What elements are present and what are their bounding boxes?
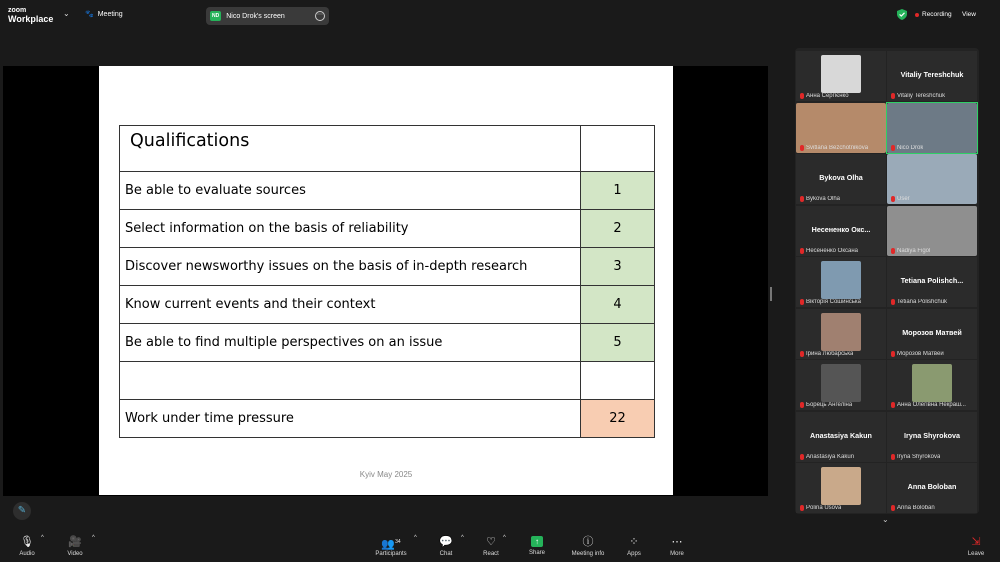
participant-tile[interactable] — [796, 463, 886, 513]
participant-display-name: Iryna Shyrokova — [904, 430, 960, 440]
qualification-text: Be able to find multiple perspectives on an issue — [120, 324, 581, 362]
participant-name-label — [891, 505, 935, 511]
qualification-value: 3 — [581, 248, 655, 286]
share-label: Share — [528, 550, 545, 556]
participant-name-label — [891, 402, 966, 408]
qualification-text: Discover newsworthy issues on the basis of in-depth research — [120, 248, 581, 286]
react-button[interactable] — [480, 535, 502, 557]
participant-name: Морозов Матвей — [897, 350, 944, 357]
participant-name: Борець Ангеліна — [806, 402, 853, 408]
participant-tile[interactable] — [796, 309, 886, 359]
participant-name: Polina Usova — [806, 505, 842, 511]
participant-tile[interactable] — [887, 412, 977, 462]
participant-name: Anna Boloban — [897, 505, 935, 511]
participant-display-name: Морозов Матвей — [902, 327, 962, 337]
muted-mic-icon — [800, 299, 804, 305]
meeting-info-label: Meeting info — [571, 551, 605, 557]
screen-share-label: Nico Drok's screen — [226, 12, 285, 20]
participant-name: Anastasiya Kakun — [806, 453, 855, 460]
qualification-text — [120, 362, 581, 400]
muted-mic-icon — [891, 93, 895, 99]
participant-name-label — [891, 93, 945, 99]
participant-name-label — [800, 402, 852, 408]
participant-name: Nadiya Figol — [897, 247, 931, 254]
muted-mic-icon — [891, 454, 895, 460]
participant-video — [821, 261, 861, 299]
apps-label: Apps — [627, 551, 641, 557]
participant-tile[interactable] — [887, 360, 977, 410]
participant-tile[interactable] — [796, 412, 886, 462]
participants-count: 34 — [395, 539, 401, 545]
apps-icon: ⁘ — [629, 536, 639, 548]
leave-label: Leave — [967, 551, 985, 557]
muted-mic-icon — [800, 402, 804, 408]
leave-icon: ⇲ — [971, 536, 981, 548]
participant-display-name: Vitaliy Tereshchuk — [900, 70, 964, 79]
muted-mic-icon — [891, 145, 895, 151]
recording-indicator[interactable] — [915, 11, 952, 18]
participant-name-label — [891, 196, 910, 202]
annotate-pencil-icon[interactable]: ✎ — [13, 502, 31, 520]
presenter-badge: ND — [212, 13, 220, 19]
resize-handle[interactable] — [770, 287, 772, 301]
qualification-text: Select information on the basis of reliability — [120, 210, 581, 248]
more-icon: ⋯ — [671, 536, 683, 548]
table-row — [120, 248, 655, 286]
participant-name: Svitlana Bezchotnikova — [806, 144, 869, 151]
qualification-value: 5 — [581, 324, 655, 362]
leave-button[interactable] — [965, 535, 987, 557]
logo-top-text: zoom — [8, 7, 27, 14]
chevron-down-icon[interactable]: ⌄ — [63, 9, 70, 18]
participant-name: Несененко Оксана — [806, 247, 859, 254]
chat-label: Chat — [439, 551, 453, 557]
chat-icon: 💬 — [439, 536, 453, 548]
participants-icon: 👥$^{34}$ — [381, 538, 401, 551]
qualification-text: Know current events and their context — [120, 286, 581, 324]
muted-mic-icon — [891, 505, 895, 511]
slide-footer: Kyiv May 2025 — [359, 470, 413, 479]
participant-name-label — [800, 505, 841, 511]
table-row — [120, 210, 655, 248]
muted-mic-icon — [800, 454, 804, 460]
meeting-menu[interactable] — [85, 10, 123, 18]
participant-tile[interactable] — [796, 206, 886, 256]
participant-name: Анна Сергієнко — [806, 93, 849, 99]
participant-tile[interactable] — [887, 309, 977, 359]
participant-name: Tetiana Polishchuk — [897, 299, 948, 305]
participant-tile[interactable] — [887, 103, 977, 153]
participant-name-label — [891, 454, 940, 460]
participant-name-label — [891, 299, 947, 305]
participant-name: Bykova Olha — [806, 196, 841, 202]
qualification-text: Be able to evaluate sources — [120, 172, 581, 210]
logo-bottom-text: Workplace — [8, 14, 54, 24]
participant-name-label — [800, 93, 849, 99]
muted-mic-icon — [800, 145, 804, 151]
meeting-info-button[interactable] — [568, 535, 608, 557]
qualification-text: Work under time pressure — [120, 400, 581, 438]
participant-tile[interactable] — [887, 206, 977, 256]
participant-name-label — [800, 248, 858, 254]
participant-tile[interactable] — [796, 154, 886, 204]
chat-caret[interactable]: ^ — [461, 535, 464, 541]
participant-video — [821, 467, 861, 505]
table-row — [120, 286, 655, 324]
video-off-icon: 🎥 — [68, 536, 82, 548]
qualification-value: 1 — [581, 172, 655, 210]
muted-mic-icon — [800, 93, 804, 99]
table-row — [120, 362, 655, 400]
scroll-down-chevron-icon[interactable]: ⌄ — [882, 515, 889, 524]
more-label: More — [670, 551, 684, 557]
video-options-caret[interactable]: ^ — [92, 535, 95, 541]
qualification-value — [581, 362, 655, 400]
shield-icon[interactable] — [897, 9, 907, 20]
participant-tile[interactable] — [796, 51, 886, 101]
audio-options-caret[interactable]: ^ — [41, 535, 44, 541]
participant-display-name: Tetiana Polishch... — [900, 276, 964, 285]
participant-video — [912, 364, 952, 402]
recording-dot-icon — [915, 13, 919, 17]
muted-mic-icon — [891, 196, 895, 202]
participant-display-name: Anastasiya Kakun — [810, 430, 872, 440]
table-row — [120, 400, 655, 438]
participants-label: Participants — [375, 551, 407, 557]
participant-tile[interactable] — [887, 463, 977, 513]
info-icon: ⓘ — [582, 536, 594, 548]
react-label: React — [483, 551, 499, 557]
gallery-panel — [795, 48, 979, 514]
muted-mic-icon — [800, 248, 804, 254]
paw-icon: 🐾 — [85, 11, 94, 18]
muted-mic-icon — [891, 248, 895, 254]
participant-tile[interactable] — [887, 154, 977, 204]
qualifications-table — [119, 125, 655, 438]
audio-button[interactable] — [16, 535, 38, 557]
participant-tile[interactable] — [887, 51, 977, 101]
video-button[interactable] — [64, 535, 86, 557]
table-row — [120, 126, 655, 172]
participant-video — [821, 313, 861, 351]
participant-name-label — [800, 351, 853, 357]
react-caret[interactable]: ^ — [503, 535, 506, 541]
apps-button[interactable] — [624, 535, 644, 557]
participant-name-label — [800, 299, 861, 305]
table-row — [120, 324, 655, 362]
participants-caret[interactable]: ^ — [414, 535, 417, 541]
meeting-label: Meeting — [97, 10, 123, 18]
table-heading: Qualifications — [120, 126, 581, 172]
participant-name: Анна Олегівна Некраш... — [897, 402, 966, 408]
participant-display-name: Anna Boloban — [907, 482, 957, 491]
qualification-value: 4 — [581, 286, 655, 324]
participant-video — [821, 55, 861, 93]
more-button[interactable] — [666, 535, 688, 557]
participant-name-label — [891, 145, 923, 151]
participant-name: Nico Drok — [897, 144, 924, 151]
participant-name-label — [891, 248, 930, 254]
table-row — [120, 172, 655, 210]
participant-video — [821, 364, 861, 402]
participant-name-label — [800, 145, 868, 151]
participant-name: Вікторія Сошинська — [806, 299, 861, 305]
participant-name: Iryna Shyrokova — [897, 453, 941, 460]
video-label: Video — [67, 551, 83, 557]
participant-display-name: Bykova Olha — [819, 173, 863, 182]
heart-icon: ♡ — [486, 536, 496, 548]
muted-mic-icon — [800, 351, 804, 357]
participant-name-label — [891, 351, 944, 357]
qualification-value: 2 — [581, 210, 655, 248]
zoom-logo[interactable] — [8, 6, 53, 24]
muted-mic-icon — [891, 351, 895, 357]
qualification-value: 22 — [581, 400, 655, 438]
muted-mic-icon — [891, 402, 895, 408]
participant-tile[interactable] — [796, 103, 886, 153]
presentation-slide — [99, 66, 673, 495]
chat-button[interactable] — [436, 535, 456, 557]
participants-button[interactable] — [371, 535, 411, 557]
more-options-icon[interactable]: ⋯ — [315, 11, 325, 21]
participant-name-label — [800, 196, 840, 202]
audio-label: Audio — [19, 551, 35, 557]
share-button[interactable] — [526, 535, 548, 556]
muted-mic-icon — [800, 505, 804, 511]
muted-microphone-icon: 🎙 — [20, 536, 34, 548]
participant-tile[interactable] — [796, 360, 886, 410]
participant-name: Ірина Любарська — [806, 350, 854, 357]
muted-mic-icon — [800, 196, 804, 202]
participant-display-name: Несененко Окс... — [811, 224, 871, 234]
participant-name: Vitaliy Tereshchuk — [897, 93, 946, 99]
share-arrow-icon: ↑ — [531, 536, 543, 547]
muted-mic-icon — [891, 299, 895, 305]
table-cell — [581, 126, 655, 172]
top-bar — [0, 0, 1000, 30]
participant-name-label — [800, 454, 854, 460]
participant-tile[interactable] — [887, 257, 977, 307]
recording-label: Recording — [922, 11, 952, 18]
screen-share-pill[interactable] — [206, 7, 329, 25]
view-button[interactable]: View — [962, 11, 976, 18]
participant-tile[interactable] — [796, 257, 886, 307]
participant-name: User — [897, 196, 910, 202]
